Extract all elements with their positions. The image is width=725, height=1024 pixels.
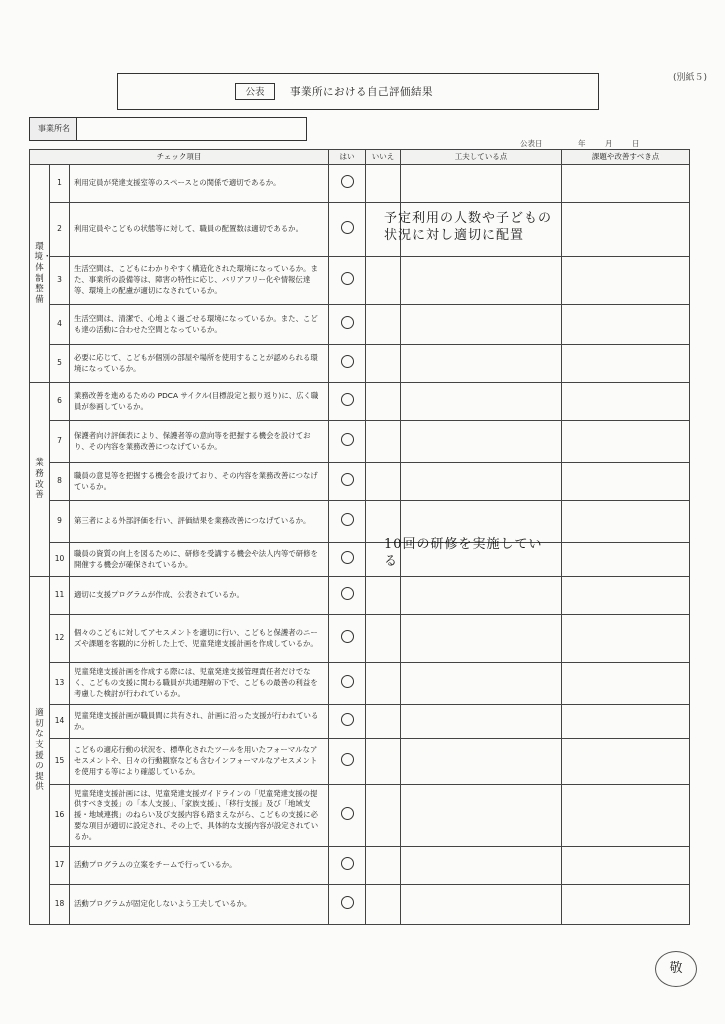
yes-cell[interactable] — [329, 739, 366, 785]
table-row — [30, 663, 690, 705]
issues-cell[interactable] — [562, 165, 690, 203]
issues-header: 課題や改善すべき点 — [562, 150, 690, 165]
category-business-improvement: 業務改善 — [30, 383, 50, 577]
category-environment: 環境・体制整備 — [30, 165, 50, 383]
row-number: 12 — [50, 615, 70, 663]
handwritten-note-row-2: 予定利用の人数や子どもの状況に対し適切に配置 — [384, 211, 553, 243]
effort-cell[interactable] — [401, 577, 562, 615]
row-number: 10 — [50, 543, 70, 577]
effort-cell[interactable] — [401, 705, 562, 739]
issues-cell[interactable] — [562, 705, 690, 739]
yes-circle-mark — [341, 551, 354, 564]
table-row — [30, 785, 690, 847]
yes-cell[interactable] — [329, 165, 366, 203]
table-row — [30, 577, 690, 615]
yes-cell[interactable] — [329, 663, 366, 705]
yes-cell[interactable] — [329, 847, 366, 885]
table-row — [30, 165, 690, 203]
table-row — [30, 463, 690, 501]
yes-cell[interactable] — [329, 421, 366, 463]
no-cell[interactable] — [366, 785, 401, 847]
yes-cell[interactable] — [329, 203, 366, 257]
check-item-text: 児童発達支援計画には、児童発達支援ガイドラインの「児童発達支援の提供すべき支援」の「本人支援」、「家族支援」、「移行支援」及び「地域支援・地域連携」のねらい及び支援内容も踏まえながら、こどもの支援に必要な項目が適切に設定され、その上で、具体的な支援内容が設定されているか。 — [70, 785, 329, 847]
issues-cell[interactable] — [562, 663, 690, 705]
yes-circle-mark — [341, 316, 354, 329]
no-cell[interactable] — [366, 421, 401, 463]
office-name-field[interactable] — [76, 117, 307, 141]
issues-cell[interactable] — [562, 739, 690, 785]
row-number: 13 — [50, 663, 70, 705]
row-number: 14 — [50, 705, 70, 739]
effort-cell[interactable] — [401, 165, 562, 203]
no-cell[interactable] — [366, 705, 401, 739]
issues-cell[interactable] — [562, 885, 690, 925]
check-item-text: 利用定員やこどもの状態等に対して、職員の配置数は適切であるか。 — [70, 203, 329, 257]
yes-circle-mark — [341, 272, 354, 285]
yes-cell[interactable] — [329, 577, 366, 615]
table-header-row — [30, 150, 690, 165]
check-item-text: 生活空間は、こどもにわかりやすく構造化された環境になっているか。また、事業所の設備等は、障害の特性に応じ、バリアフリー化や情報伝達等、環境上の配慮が適切になされているか。 — [70, 257, 329, 305]
issues-cell[interactable] — [562, 203, 690, 257]
issues-cell[interactable] — [562, 847, 690, 885]
effort-cell[interactable] — [401, 257, 562, 305]
check-item-text: 業務改善を進めるための PDCA サイクル(目標設定と振り返り)に、広く職員が参画しているか。 — [70, 383, 329, 421]
table-row — [30, 257, 690, 305]
row-number: 6 — [50, 383, 70, 421]
row-number: 8 — [50, 463, 70, 501]
check-item-header: チェック項目 — [30, 150, 329, 165]
check-item-text: 生活空間は、清潔で、心地よく過ごせる環境になっているか。また、こども達の活動に合わせた空間となっているか。 — [70, 305, 329, 345]
publish-date-label: 公表日 — [520, 139, 543, 148]
effort-cell[interactable] — [401, 785, 562, 847]
no-cell[interactable] — [366, 257, 401, 305]
effort-header: 工夫している点 — [401, 150, 562, 165]
table-row — [30, 705, 690, 739]
date-month: 月 — [605, 139, 613, 148]
row-number: 18 — [50, 885, 70, 925]
yes-cell[interactable] — [329, 705, 366, 739]
check-item-text: 利用定員が発達支援室等のスペースとの関係で適切であるか。 — [70, 165, 329, 203]
no-cell[interactable] — [366, 463, 401, 501]
check-item-text: こどもの適応行動の状況を、標準化されたツールを用いたフォーマルなアセスメントや、日々の行動観察なども含むインフォーマルなアセスメントを使用する等により確認しているか。 — [70, 739, 329, 785]
table-row — [30, 383, 690, 421]
yes-circle-mark — [341, 433, 354, 446]
check-item-text: 児童発達支援計画を作成する際には、児童発達支援管理責任者だけでなく、こどもの支援に関わる職員が共通理解の下で、こどもの最善の利益を考慮した検討が行われているか。 — [70, 663, 329, 705]
yes-cell[interactable] — [329, 501, 366, 543]
no-cell[interactable] — [366, 663, 401, 705]
issues-cell[interactable] — [562, 577, 690, 615]
row-number: 9 — [50, 501, 70, 543]
check-item-text: 保護者向け評価表により、保護者等の意向等を把握する機会を設けており、その内容を業務改善につなげているか。 — [70, 421, 329, 463]
yes-cell[interactable] — [329, 257, 366, 305]
issues-cell[interactable] — [562, 345, 690, 383]
issues-cell[interactable] — [562, 305, 690, 345]
office-name-label: 事業所名 — [29, 117, 77, 141]
yes-cell[interactable] — [329, 615, 366, 663]
row-number: 3 — [50, 257, 70, 305]
yes-cell[interactable] — [329, 885, 366, 925]
table-row — [30, 345, 690, 383]
yes-circle-mark — [341, 807, 354, 820]
title-box — [117, 73, 599, 110]
effort-cell[interactable] — [401, 383, 562, 421]
issues-cell[interactable] — [562, 421, 690, 463]
effort-cell[interactable] — [401, 663, 562, 705]
no-cell[interactable] — [366, 345, 401, 383]
yes-circle-mark — [341, 513, 354, 526]
issues-cell[interactable] — [562, 615, 690, 663]
no-cell[interactable] — [366, 739, 401, 785]
no-cell[interactable] — [366, 383, 401, 421]
table-row — [30, 847, 690, 885]
date-year: 年 — [578, 139, 586, 148]
row-number: 5 — [50, 345, 70, 383]
table-row — [30, 203, 690, 257]
public-label: 公表 — [235, 83, 275, 100]
yes-circle-mark — [341, 355, 354, 368]
row-number: 17 — [50, 847, 70, 885]
issues-cell[interactable] — [562, 463, 690, 501]
yes-circle-mark — [341, 175, 354, 188]
handwritten-note-row-10: 10回の研修を実施している — [384, 537, 543, 569]
check-item-text: 個々のこどもに対してアセスメントを適切に行い、こどもと保護者のニーズや課題を客観的に分析した上で、児童発達支援計画を作成しているか。 — [70, 615, 329, 663]
yes-circle-mark — [341, 857, 354, 870]
yes-circle-mark — [341, 630, 354, 643]
yes-circle-mark — [341, 393, 354, 406]
table-row — [30, 501, 690, 543]
page-code: (別紙５) — [672, 73, 707, 83]
row-number: 1 — [50, 165, 70, 203]
yes-circle-mark — [341, 587, 354, 600]
yes-header: はい — [329, 150, 366, 165]
yes-circle-mark — [341, 675, 354, 688]
no-cell[interactable] — [366, 305, 401, 345]
check-item-text: 適切に支援プログラムが作成、公表されているか。 — [70, 577, 329, 615]
issues-cell[interactable] — [562, 785, 690, 847]
check-item-text: 活動プログラムの立案をチームで行っているか。 — [70, 847, 329, 885]
table-row — [30, 305, 690, 345]
row-number: 7 — [50, 421, 70, 463]
page-title: 事業所における自己評価結果 — [290, 86, 433, 98]
yes-cell[interactable] — [329, 305, 366, 345]
row-number: 11 — [50, 577, 70, 615]
row-number: 2 — [50, 203, 70, 257]
yes-circle-mark — [341, 896, 354, 909]
no-cell[interactable] — [366, 885, 401, 925]
table-row — [30, 885, 690, 925]
no-cell[interactable] — [366, 615, 401, 663]
no-cell[interactable] — [366, 577, 401, 615]
effort-cell[interactable] — [401, 739, 562, 785]
date-day: 日 — [632, 139, 640, 148]
effort-cell[interactable] — [401, 345, 562, 383]
effort-cell[interactable] — [401, 421, 562, 463]
issues-cell[interactable] — [562, 383, 690, 421]
effort-cell[interactable] — [401, 463, 562, 501]
yes-circle-mark — [341, 221, 354, 234]
seal-stamp: 敬 — [655, 951, 697, 987]
issues-cell[interactable] — [562, 501, 690, 543]
no-cell[interactable] — [366, 165, 401, 203]
effort-cell[interactable] — [401, 885, 562, 925]
issues-cell[interactable] — [562, 257, 690, 305]
table-row — [30, 615, 690, 663]
yes-cell[interactable] — [329, 345, 366, 383]
self-evaluation-table — [29, 149, 690, 925]
yes-cell[interactable] — [329, 543, 366, 577]
effort-cell[interactable] — [401, 305, 562, 345]
check-item-text: 職員の意見等を把握する機会を設けており、その内容を業務改善につなげているか。 — [70, 463, 329, 501]
row-number: 15 — [50, 739, 70, 785]
effort-cell[interactable] — [401, 615, 562, 663]
table-row — [30, 421, 690, 463]
category-appropriate-support: 適切な支援の提供 — [30, 577, 50, 925]
row-number: 4 — [50, 305, 70, 345]
yes-cell[interactable] — [329, 383, 366, 421]
check-item-text: 職員の資質の向上を図るために、研修を受講する機会や法人内等で研修を開催する機会が確保されているか。 — [70, 543, 329, 577]
check-item-text: 第三者による外部評価を行い、評価結果を業務改善につなげているか。 — [70, 501, 329, 543]
yes-cell[interactable] — [329, 463, 366, 501]
row-number: 16 — [50, 785, 70, 847]
check-item-text: 活動プログラムが固定化しないよう工夫しているか。 — [70, 885, 329, 925]
no-cell[interactable] — [366, 847, 401, 885]
yes-cell[interactable] — [329, 785, 366, 847]
no-header: いいえ — [366, 150, 401, 165]
yes-circle-mark — [341, 713, 354, 726]
table-row — [30, 543, 690, 577]
check-item-text: 必要に応じて、こどもが個別の部屋や場所を使用することが認められる環境になっているか。 — [70, 345, 329, 383]
effort-cell[interactable] — [401, 847, 562, 885]
table-row — [30, 739, 690, 785]
yes-circle-mark — [341, 473, 354, 486]
check-item-text: 児童発達支援計画が職員間に共有され、計画に沿った支援が行われているか。 — [70, 705, 329, 739]
issues-cell[interactable] — [562, 543, 690, 577]
yes-circle-mark — [341, 753, 354, 766]
